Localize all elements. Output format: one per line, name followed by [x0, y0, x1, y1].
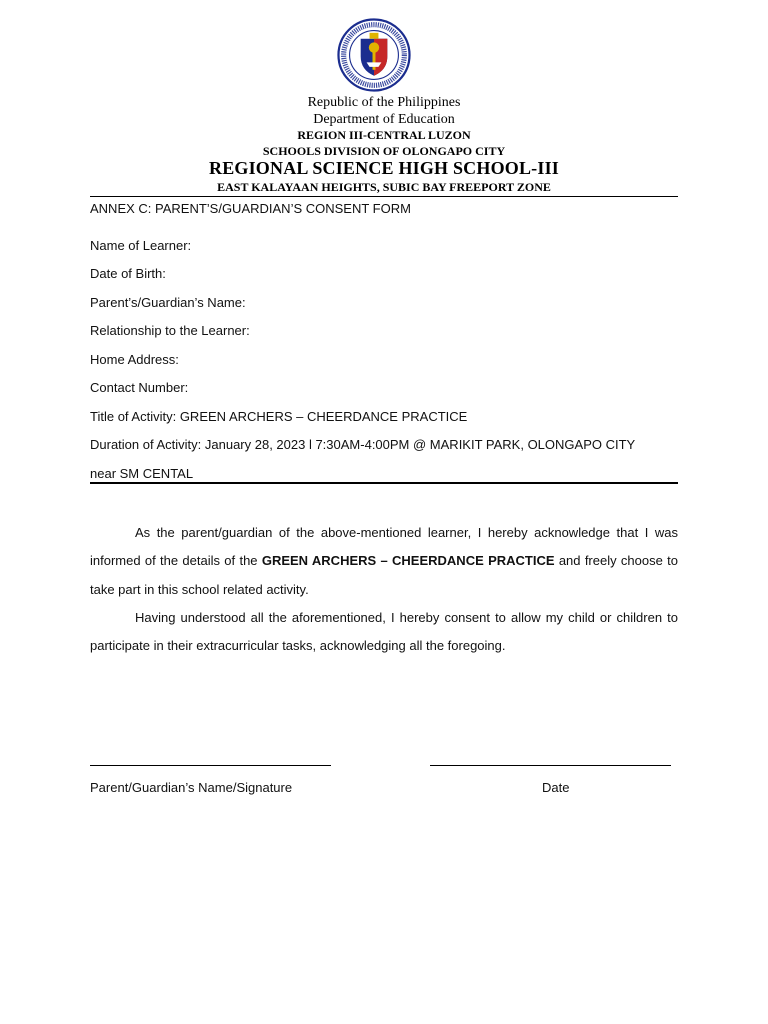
field-address-label: Home Address: — [90, 352, 179, 367]
form-title: ANNEX C: PARENT’S/GUARDIAN’S CONSENT FORM — [90, 201, 411, 216]
field-duration-continued: near SM CENTAL — [90, 466, 194, 481]
header-department: Department of Education — [313, 112, 455, 127]
field-guardian-name-label: Parent’s/Guardian’s Name: — [90, 295, 246, 310]
consent-paragraph-1-start: As the parent/guardian of the above-mentioned learner, I hereby acknowledge that I was informed of the details of the — [90, 525, 678, 569]
field-duration: Duration of Activity: January 28, 2023 l 7:30AM-4:00PM @ MARIKIT PARK, OLONGAPO CITY — [90, 437, 636, 452]
consent-paragraph-2: Having understood all the aforementioned, I hereby consent to allow my child or children to participate in their extracurricular tasks, acknowledging all the foregoing. — [90, 610, 678, 654]
signature-line — [90, 765, 331, 766]
header-division: SCHOOLS DIVISION OF OLONGAPO CITY — [262, 144, 506, 158]
header-region: REGION III-CENTRAL LUZON — [297, 128, 471, 142]
field-contact-label: Contact Number: — [90, 380, 189, 395]
consent-paragraph-1-end: and freely choose to take part in this school related activity. — [90, 553, 678, 597]
header-school-name: REGIONAL SCIENCE HIGH SCHOOL-III — [209, 158, 559, 178]
field-learner-name-label: Name of Learner: — [90, 238, 192, 253]
field-activity-title: Title of Activity: GREEN ARCHERS – CHEERDANCE PRACTICE — [90, 409, 468, 424]
header-republic: Republic of the Philippines — [307, 95, 461, 110]
header-divider — [90, 196, 678, 197]
signature-label: Parent/Guardian’s Name/Signature — [90, 780, 293, 795]
deped-seal-icon — [337, 18, 411, 92]
date-line — [430, 765, 671, 766]
activity-name-bold: GREEN ARCHERS – CHEERDANCE PRACTICE — [261, 553, 555, 569]
fields-divider — [90, 482, 678, 484]
header-school-address: EAST KALAYAAN HEIGHTS, SUBIC BAY FREEPORT ZONE — [217, 180, 551, 194]
field-relationship-label: Relationship to the Learner: — [90, 323, 250, 338]
consent-paragraph-1 — [90, 519, 678, 604]
date-label: Date — [542, 780, 570, 795]
field-dob-label: Date of Birth: — [90, 266, 166, 281]
